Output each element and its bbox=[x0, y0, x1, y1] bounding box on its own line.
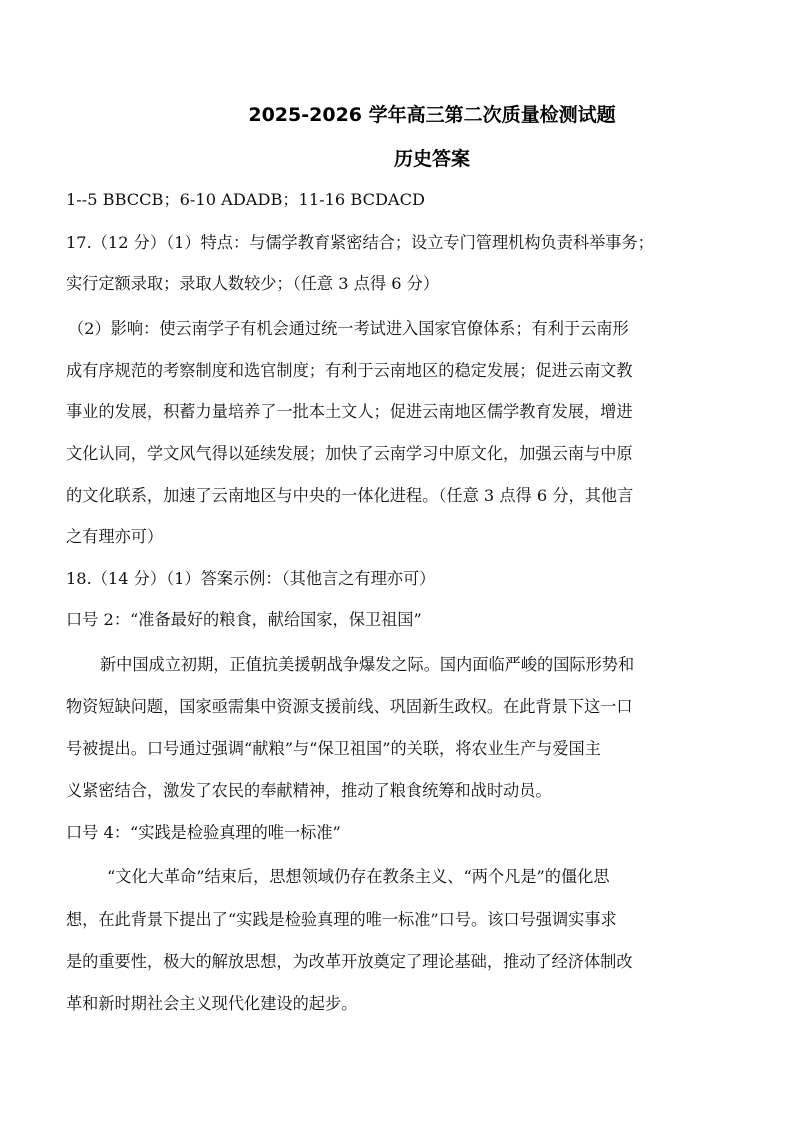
q17-line: 实行定额录取；录取人数较少；（任意 3 点得 6 分） bbox=[66, 274, 440, 293]
q17-line: 文化认同，学文风气得以延续发展；加快了云南学习中原文化，加强云南与中原 bbox=[66, 444, 633, 463]
exam-title: 2025-2026 学年高三第二次质量检测试题 bbox=[248, 104, 616, 126]
q17-line: 成有序规范的考察制度和选官制度；有利于云南地区的稳定发展；促进云南文教 bbox=[66, 361, 633, 380]
slogan2-line: 义紧密结合，激发了农民的奉献精神，推动了粮食统筹和战时动员。 bbox=[66, 781, 552, 800]
slogan4-line: “文化大革命”结束后，思想领域仍存在教条主义、“两个凡是”的僵化思 bbox=[107, 867, 610, 886]
q17-line: （2）影响：使云南学子有机会通过统一考试进入国家官僚体系；有利于云南形 bbox=[68, 319, 629, 338]
q18-heading: 18.（14 分）（1）答案示例：（其他言之有理亦可） bbox=[66, 569, 436, 588]
slogan4-line: 是的重要性，极大的解放思想，为改革开放奠定了理论基础，推动了经济体制改 bbox=[66, 952, 633, 971]
slogan4-line: 革和新时期社会主义现代化建设的起步。 bbox=[66, 994, 358, 1013]
slogan2-title: 口号 2：“准备最好的粮食，献给国家，保卫祖国” bbox=[66, 610, 422, 629]
q17-line: 之有理亦可） bbox=[66, 527, 164, 546]
slogan4-line: 想，在此背景下提出了“实践是检验真理的唯一标准”口号。该口号强调实事求 bbox=[66, 910, 617, 929]
slogan2-line: 号被提出。口号通过强调“献粮”与“保卫祖国”的关联，将农业生产与爱国主 bbox=[66, 739, 601, 758]
exam-subtitle: 历史答案 bbox=[393, 148, 470, 170]
slogan2-line: 物资短缺问题，国家亟需集中资源支援前线、巩固新生政权。在此背景下这一口 bbox=[66, 697, 633, 716]
q17-line: 17.（12 分）（1）特点：与儒学教育紧密结合；设立专门管理机构负责科举事务； bbox=[66, 233, 654, 252]
q17-line: 事业的发展，积蓄力量培养了一批本土文人；促进云南地区儒学教育发展，增进 bbox=[66, 402, 633, 421]
q17-line: 的文化联系，加速了云南地区与中央的一体化进程。（任意 3 点得 6 分，其他言 bbox=[66, 486, 634, 505]
multiple-choice-answers: 1--5 BBCCB；6-10 ADADB；11-16 BCDACD bbox=[66, 190, 425, 209]
slogan2-line: 新中国成立初期，正值抗美援朝战争爆发之际。国内面临严峻的国际形势和 bbox=[100, 655, 635, 674]
slogan4-title: 口号 4：“实践是检验真理的唯一标准” bbox=[66, 823, 341, 842]
